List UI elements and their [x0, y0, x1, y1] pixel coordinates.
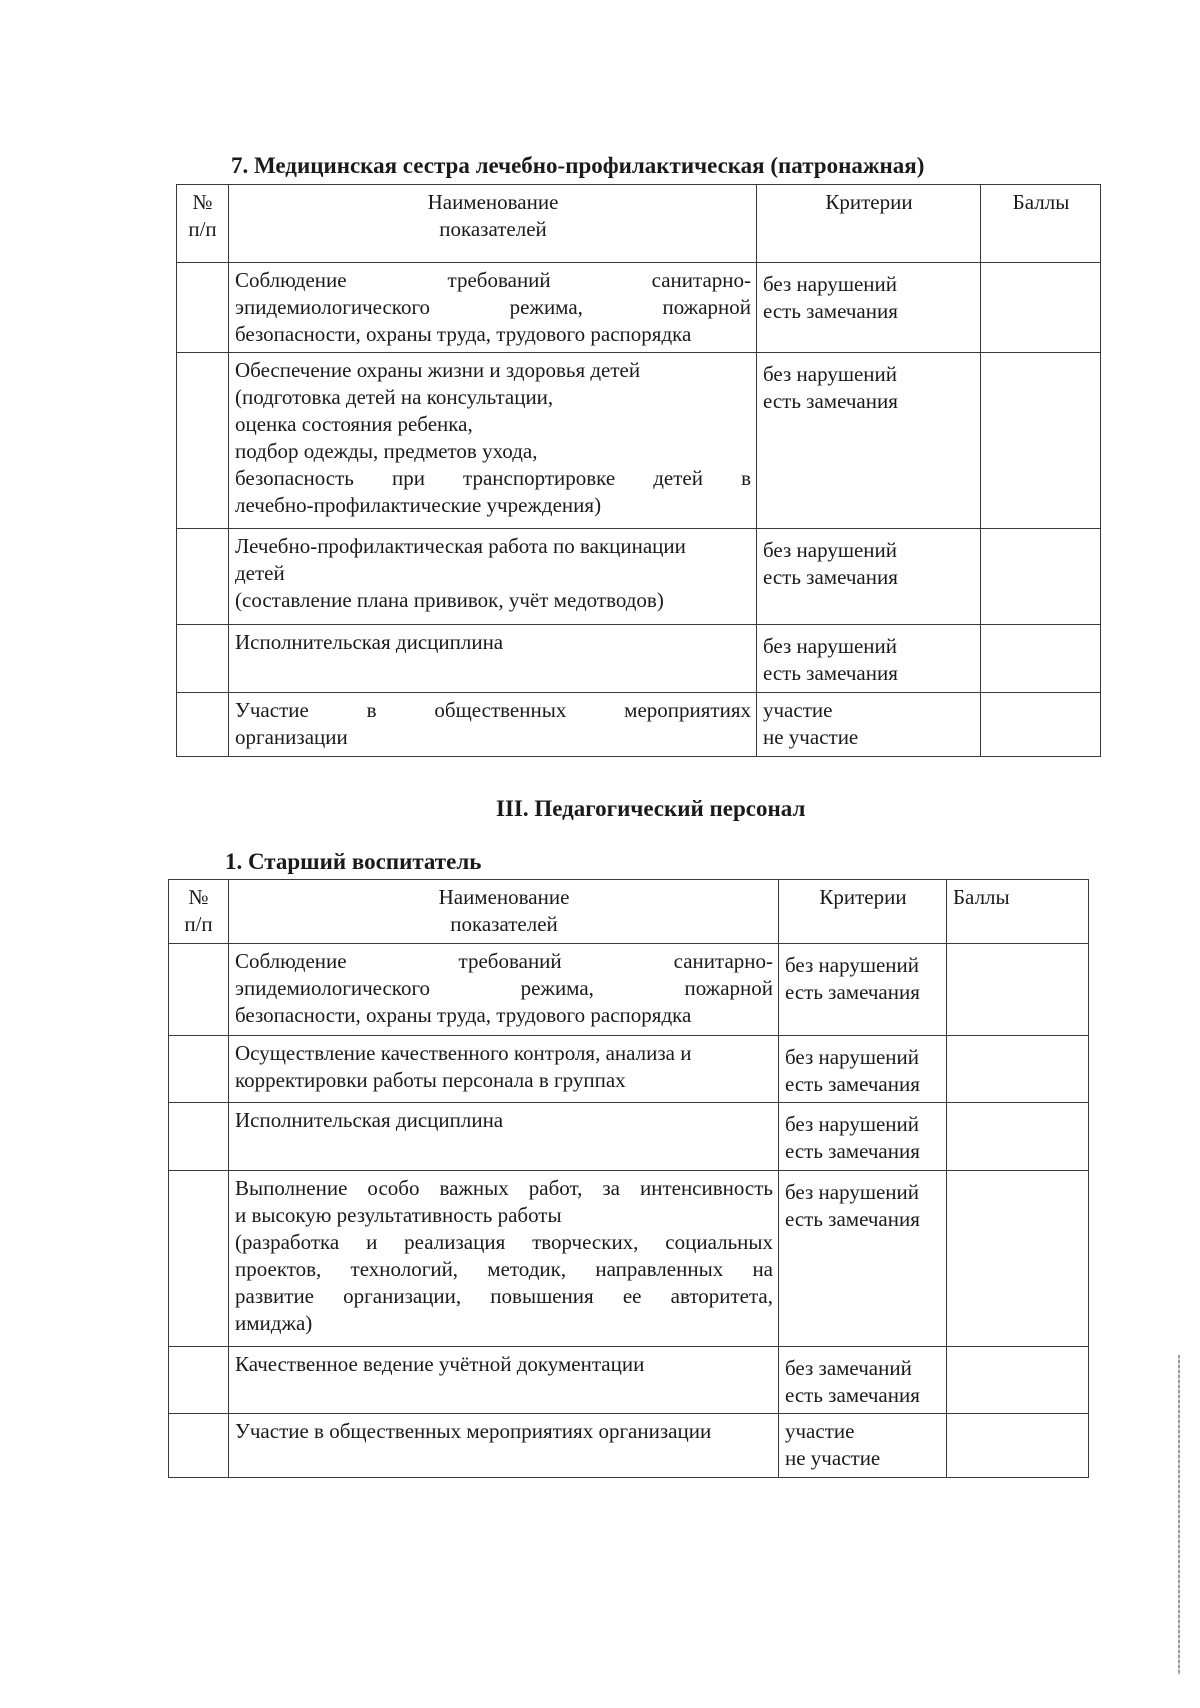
header-name-line: показателей — [450, 912, 558, 936]
row-criteria — [757, 353, 981, 529]
row-score — [947, 1103, 1089, 1171]
criteria-option: без нарушений — [763, 362, 898, 386]
indicator-line: Участие в общественных мероприятиях организации — [235, 1419, 712, 1443]
section-title-pedagogical-staff: III. Педагогический персонал — [496, 796, 806, 821]
row-score — [981, 693, 1101, 757]
row-num — [177, 625, 229, 693]
indicator-line: Исполнительская дисциплина — [235, 630, 504, 654]
table-row — [169, 944, 1089, 1036]
indicator-line: подбор одежды, предметов ухода, — [235, 439, 538, 463]
table-row — [169, 1414, 1089, 1478]
row-criteria — [779, 1347, 947, 1414]
indicator-line: Исполнительская дисциплина — [235, 1108, 504, 1132]
header-score: Баллы — [981, 185, 1101, 263]
table-row — [169, 1171, 1089, 1347]
indicator-line: Обеспечение охраны жизни и здоровья детей — [235, 358, 641, 382]
indicator-line: лечебно-профилактические учреждения) — [235, 493, 602, 517]
row-indicator — [229, 1103, 779, 1171]
criteria-option: участие — [785, 1419, 855, 1443]
header-num — [169, 880, 229, 944]
section-title-nurse: 7. Медицинская сестра лечебно-профилактическая (патронажная) — [231, 153, 925, 178]
criteria-option: есть замечания — [785, 1207, 920, 1231]
row-num — [169, 1103, 229, 1171]
row-indicator — [229, 625, 757, 693]
row-num — [169, 944, 229, 1036]
row-criteria — [779, 1036, 947, 1103]
criteria-option: есть замечания — [763, 389, 898, 413]
header-criteria: Критерии — [779, 880, 947, 944]
table-row — [177, 353, 1101, 529]
row-criteria — [757, 693, 981, 757]
table-row — [177, 529, 1101, 625]
indicator-line: организации — [235, 725, 348, 749]
table-row — [169, 1036, 1089, 1103]
indicator-line: безопасности, охраны труда, трудового распорядка — [235, 1003, 692, 1027]
row-indicator — [229, 1347, 779, 1414]
row-criteria — [779, 944, 947, 1036]
indicator-line: Качественное ведение учётной документации — [235, 1352, 645, 1376]
indicator-line: Соблюдение требований санитарно- — [235, 949, 773, 973]
header-num — [177, 185, 229, 263]
criteria-option: без замечаний — [785, 1356, 912, 1380]
indicator-line: Участие в общественных мероприятиях — [235, 698, 751, 722]
indicator-line: детей — [235, 561, 285, 585]
row-num — [177, 693, 229, 757]
criteria-table-senior-educator — [168, 879, 1089, 1478]
criteria-option: есть замечания — [763, 299, 898, 323]
header-name-line: Наименование — [427, 190, 559, 214]
header-name — [229, 880, 779, 944]
row-num — [177, 353, 229, 529]
header-num-line: п/п — [184, 912, 213, 936]
row-num — [177, 263, 229, 353]
row-indicator — [229, 1036, 779, 1103]
indicator-line: корректировки работы персонала в группах — [235, 1068, 626, 1092]
row-criteria — [757, 529, 981, 625]
header-criteria: Критерии — [757, 185, 981, 263]
indicator-line: оценка состояния ребенка, — [235, 412, 473, 436]
row-criteria — [757, 625, 981, 693]
criteria-table-nurse — [176, 184, 1101, 757]
row-num — [177, 529, 229, 625]
header-num-line: № — [192, 190, 213, 214]
indicator-line: Соблюдение требований санитарно- — [235, 268, 751, 292]
row-num — [169, 1171, 229, 1347]
row-indicator — [229, 693, 757, 757]
criteria-option: без нарушений — [785, 953, 920, 977]
row-num — [169, 1036, 229, 1103]
row-score — [947, 1414, 1089, 1478]
row-score — [981, 263, 1101, 353]
row-criteria — [779, 1414, 947, 1478]
criteria-option: есть замечания — [785, 1072, 920, 1096]
row-indicator — [229, 353, 757, 529]
indicator-line: развитие организации, повышения ее авторитета, — [235, 1284, 773, 1308]
criteria-option: есть замечания — [785, 1383, 920, 1407]
row-score — [947, 944, 1089, 1036]
row-score — [981, 529, 1101, 625]
table-row — [169, 1347, 1089, 1414]
criteria-option: есть замечания — [763, 661, 898, 685]
indicator-line: Осуществление качественного контроля, анализа и — [235, 1041, 692, 1065]
indicator-line: (разработка и реализация творческих, социальных — [235, 1230, 773, 1254]
table-header-row — [177, 185, 1101, 263]
indicator-line: безопасности, охраны труда, трудового распорядка — [235, 322, 692, 346]
header-name-line: показателей — [439, 217, 547, 241]
criteria-option: без нарушений — [763, 538, 898, 562]
criteria-option: не участие — [785, 1446, 881, 1470]
criteria-option: участие — [763, 698, 833, 722]
row-indicator — [229, 1414, 779, 1478]
indicator-line: (составление плана прививок, учёт медотводов) — [235, 588, 664, 612]
scan-edge-artifact — [1178, 1355, 1180, 1675]
row-score — [981, 625, 1101, 693]
indicator-line: проектов, технологий, методик, направленных на — [235, 1257, 773, 1281]
criteria-option: есть замечания — [785, 980, 920, 1004]
row-criteria — [757, 263, 981, 353]
header-score: Баллы — [947, 880, 1089, 944]
header-num-line: № — [188, 885, 209, 909]
indicator-line: Выполнение особо важных работ, за интенсивность — [235, 1176, 773, 1200]
indicator-line: и высокую результативность работы — [235, 1203, 562, 1227]
criteria-option: без нарушений — [763, 272, 898, 296]
table-row — [177, 625, 1101, 693]
criteria-option: без нарушений — [785, 1180, 920, 1204]
indicator-line: эпидемиологического режима, пожарной — [235, 976, 773, 1000]
criteria-option: есть замечания — [763, 565, 898, 589]
row-score — [981, 353, 1101, 529]
table-header-row — [169, 880, 1089, 944]
indicator-line: безопасность при транспортировке детей в — [235, 466, 751, 490]
criteria-option: не участие — [763, 725, 859, 749]
row-num — [169, 1414, 229, 1478]
indicator-line: эпидемиологического режима, пожарной — [235, 295, 751, 319]
indicator-line: имиджа) — [235, 1311, 313, 1335]
row-criteria — [779, 1103, 947, 1171]
table-row — [177, 693, 1101, 757]
row-indicator — [229, 944, 779, 1036]
indicator-line: (подготовка детей на консультации, — [235, 385, 554, 409]
row-indicator — [229, 1171, 779, 1347]
indicator-line: Лечебно-профилактическая работа по вакцинации — [235, 534, 686, 558]
row-criteria — [779, 1171, 947, 1347]
criteria-option: без нарушений — [763, 634, 898, 658]
table-row — [177, 263, 1101, 353]
header-num-line: п/п — [188, 217, 217, 241]
header-name — [229, 185, 757, 263]
row-num — [169, 1347, 229, 1414]
row-score — [947, 1171, 1089, 1347]
criteria-option: без нарушений — [785, 1112, 920, 1136]
row-score — [947, 1347, 1089, 1414]
table-row — [169, 1103, 1089, 1171]
criteria-option: без нарушений — [785, 1045, 920, 1069]
criteria-option: есть замечания — [785, 1139, 920, 1163]
row-indicator — [229, 529, 757, 625]
row-score — [947, 1036, 1089, 1103]
header-name-line: Наименование — [438, 885, 570, 909]
subsection-title-senior-educator: 1. Старший воспитатель — [225, 849, 482, 874]
row-indicator — [229, 263, 757, 353]
